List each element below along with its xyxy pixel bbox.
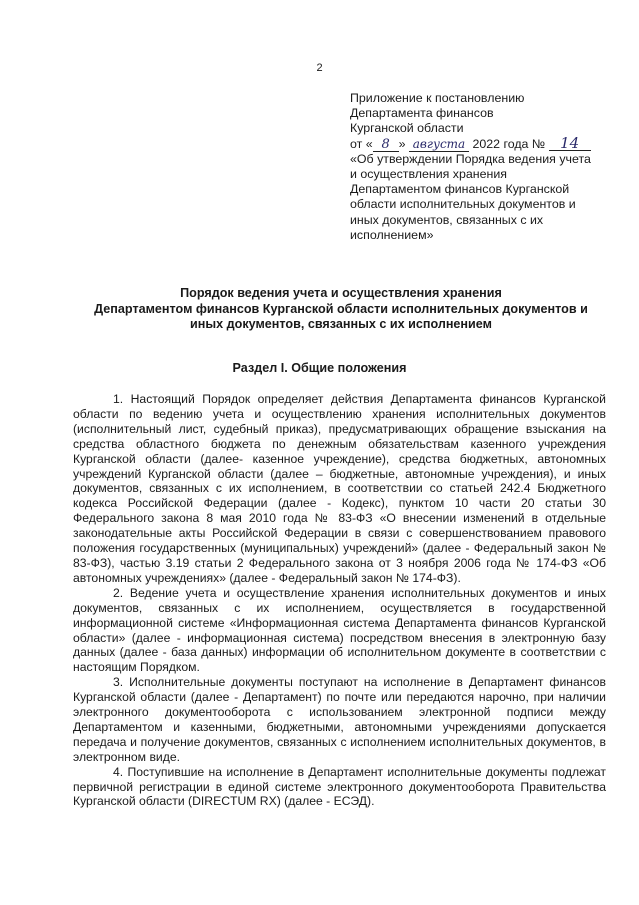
section-heading: Раздел I. Общие положения xyxy=(232,361,407,375)
paragraph-4: 4. Поступившие на исполнение в Департамент исполнительные документы подлежат первичной регистрации в единой системе электронного документооборота Правительства Курганской области (DIRECTUM RX) (далее - ЕСЭД). xyxy=(73,764,606,809)
title-line: Департаментом финансов Курганской области исполнительных документов и xyxy=(94,301,588,316)
approval-line: Департамента финансов xyxy=(350,106,494,121)
approval-date-line xyxy=(350,133,612,152)
approval-title-line: и осуществления хранения xyxy=(350,167,507,182)
handwritten-month: августа xyxy=(409,138,469,152)
year-text: 2022 года № xyxy=(472,136,546,151)
approval-title-line: исполнением» xyxy=(350,227,434,242)
document-body xyxy=(73,392,606,809)
approval-line: Приложение к постановлению xyxy=(350,91,525,105)
approval-block xyxy=(350,91,612,243)
title-line: иных документов, связанных с их исполнением xyxy=(190,317,492,331)
document-title xyxy=(40,286,639,333)
approval-line: Курганской области xyxy=(350,121,464,136)
approval-title-line: «Об утверждении Порядка ведения учета xyxy=(350,151,591,166)
paragraph-3: 3. Исполнительные документы поступают на исполнение в Департамент финансов Курганской области (далее - Департамент) по почте или передаются нарочно, при наличии электронного документооборота с использованием электронной подписи между Департаментом и казенными, бюджетными, автономными учреждениями допускается передача и получение документов, связанных с исполнением исполнительных документов, в электронном виде. xyxy=(73,675,606,764)
handwritten-number: 14 xyxy=(549,137,591,151)
approval-title-line: иных документов, связанных с их xyxy=(350,212,544,227)
handwritten-day: 8 xyxy=(373,138,399,152)
date-prefix: от « xyxy=(350,136,373,151)
paragraph-1: 1. Настоящий Порядок определяет действия Департамента финансов Курганской области по ведению учета и осуществлению хранения исполнительных документов (исполнительный лист, судебный приказ), предусматривающих обращение взыскания на средства областного бюджета по денежным обязательствам казенного учреждения Курганской области (далее- казенное учреждение), средства бюджетных, автономных учреждений Курганской области (далее – бюджетные, автономные учреждения), и иных документов, связанных с их исполнением, в соответствии со статьей 242.4 Бюджетного кодекса Российской Федерации (далее - Кодекс), пунктом 10 части 20 статьи 30 Федерального закона 8 мая 2010 года № 83-ФЗ «О внесении изменений в отдельные законодательные акты Российской Федерации в связи с совершенствованием правового положения государственных (муниципальных) учреждений» (далее - Федеральный закон № 83-ФЗ), частью 3.19 статьи 2 Федерального закона от 3 ноября 2006 года № 174-ФЗ «Об автономных учреждениях» (далее - Федеральный закон № 174-ФЗ). xyxy=(73,392,606,585)
approval-title-line: области исполнительных документов и xyxy=(350,197,576,212)
date-mid: » xyxy=(398,136,406,151)
page-number: 2 xyxy=(316,62,323,74)
title-line: Порядок ведения учета и осуществления хранения xyxy=(180,286,502,300)
paragraph-2: 2. Ведение учета и осуществление хранения исполнительных документов и иных документов, связанных с их исполнением, осуществляется в государственной информационной системе «Информационная система Департамента финансов Курганской области» (далее - информационная система) посредством внесения в электронную базу данных (далее - база данных) информации об исполнительном документе в соответствии с настоящим Порядком. xyxy=(73,585,606,675)
approval-title-line: Департаментом финансов Курганской xyxy=(350,182,570,197)
